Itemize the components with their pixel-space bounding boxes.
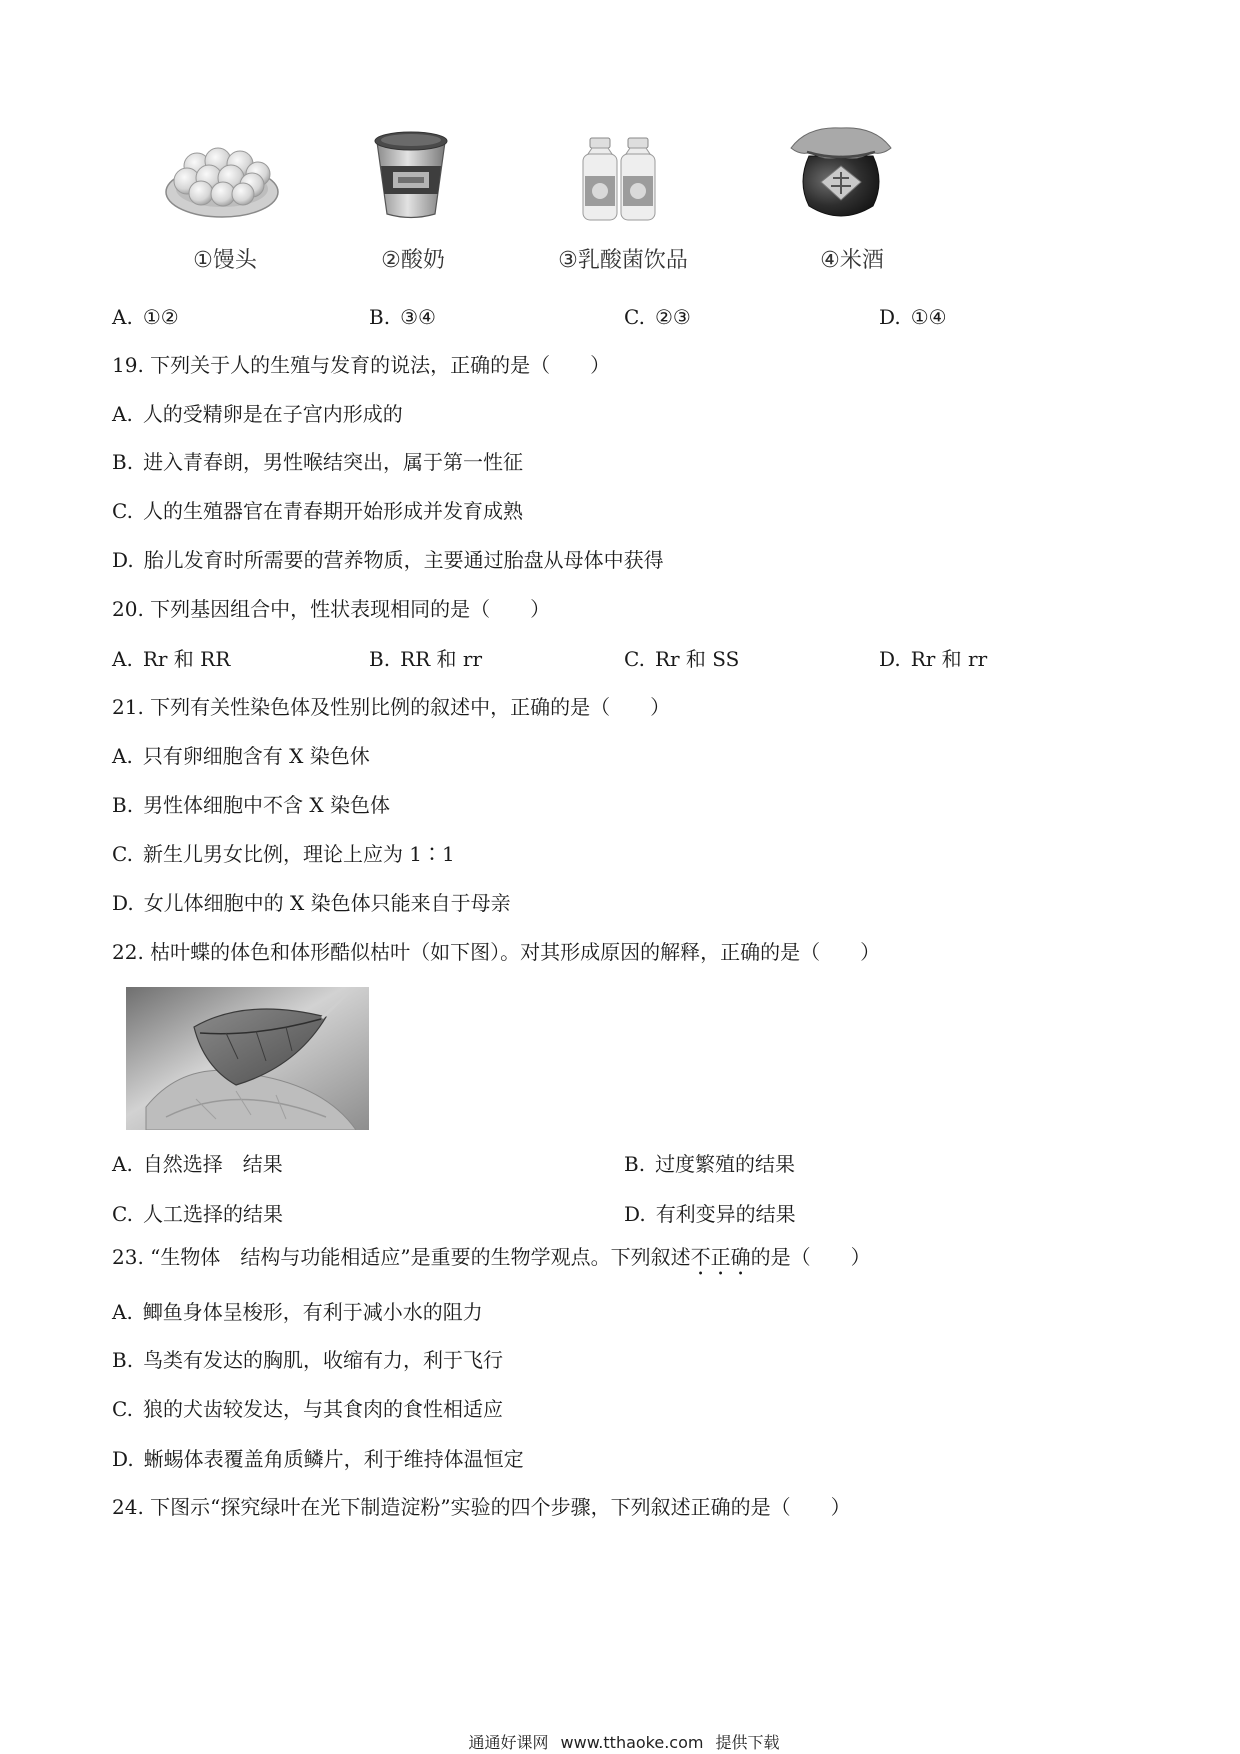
q23-option-c: C. 狼的犬齿较发达，与其食肉的食性相适应: [112, 1397, 503, 1421]
q20-options-row: [0, 647, 1240, 671]
q21-option-d: D. 女儿体细胞中的 X 染色体只能来自于母亲: [112, 891, 511, 915]
q20-option-b: B. RR 和 rr: [369, 647, 483, 671]
yogurt-cup-image: [371, 128, 451, 223]
q20-option-c: C. Rr 和 SS: [624, 647, 740, 671]
image-label-rice-wine: ④米酒: [820, 248, 884, 273]
q19-option-b: B. 进入青春朗，男性喉结突出，属于第一性征: [112, 450, 524, 474]
rice-wine-jar-image: [787, 122, 895, 224]
q23-emphasis: 不正确: [690, 1245, 751, 1269]
q21-option-a: A. 只有卵细胞含有 X 染色休: [112, 744, 370, 768]
q19-option-d: D. 胎儿发育时所需要的营养物质，主要通过胎盘从母体中获得: [112, 548, 664, 572]
image-label-steamed-bun: ①馒头: [193, 248, 257, 273]
q22-options-row-1: [0, 1152, 1240, 1176]
q24-stem: 24. 下图示“探究绿叶在光下制造淀粉”实验的四个步骤，下列叙述正确的是（ ）: [112, 1495, 851, 1519]
q21-option-b: B. 男性体细胞中不含 X 染色体: [112, 793, 391, 817]
q23-option-a: A. 鲫鱼身体呈梭形，有利于减小水的阻力: [112, 1300, 483, 1324]
image-label-yogurt: ②酸奶: [381, 248, 445, 273]
footer-suffix: 提供下载: [715, 1733, 780, 1752]
dead-leaf-butterfly-image: [126, 987, 369, 1130]
lactic-drink-bottles-image: [579, 136, 659, 224]
q18-option-c: C. ②③: [624, 305, 691, 329]
q20-option-a: A. Rr 和 RR: [112, 647, 231, 671]
q18-options-row: [0, 305, 1240, 329]
q22-option-c: C. 人工选择的结果: [112, 1202, 283, 1226]
q22-option-d: D. 有利变异的结果: [624, 1202, 796, 1226]
q22-option-b: B. 过度繁殖的结果: [624, 1152, 796, 1176]
q22-options-row-2: [0, 1202, 1240, 1226]
q21-stem: 21. 下列有关性染色体及性别比例的叙述中，正确的是（ ）: [112, 695, 671, 719]
footer-url[interactable]: www.tthaoke.com: [560, 1733, 704, 1752]
q23-option-d: D. 蜥蜴体表覆盖角质鳞片，利于维持体温恒定: [112, 1447, 524, 1471]
q19-stem: 19. 下列关于人的生殖与发育的说法，正确的是（ ）: [112, 353, 611, 377]
q20-option-d: D. Rr 和 rr: [879, 647, 988, 671]
image-label-lactic-drink: ③乳酸菌饮品: [558, 248, 688, 273]
q19-option-a: A. 人的受精卵是在子宫内形成的: [112, 402, 403, 426]
footer-site-name: 通通好课网: [468, 1733, 549, 1752]
page-footer: [394, 1734, 854, 1752]
q18-option-a: A. ①②: [112, 305, 179, 329]
q23-stem: 23. “生物体 结构与功能相适应”是重要的生物学观点。下列叙述不正确的是（ ）: [112, 1245, 871, 1269]
q21-option-c: C. 新生儿男女比例，理论上应为 1∶1: [112, 842, 455, 866]
steamed-bun-image: [163, 122, 281, 220]
q19-option-c: C. 人的生殖器官在青春期开始形成并发育成熟: [112, 499, 523, 523]
q22-option-a: A. 自然选择 结果: [112, 1152, 283, 1176]
q20-stem: 20. 下列基因组合中，性状表现相同的是（ ）: [112, 597, 551, 621]
q23-option-b: B. 鸟类有发达的胸肌，收缩有力，利于飞行: [112, 1348, 504, 1372]
q22-stem: 22. 枯叶蝶的体色和体形酷似枯叶（如下图）。对其形成原因的解释，正确的是（ ）: [112, 940, 881, 964]
q18-option-b: B. ③④: [369, 305, 436, 329]
q18-option-d: D. ①④: [879, 305, 947, 329]
